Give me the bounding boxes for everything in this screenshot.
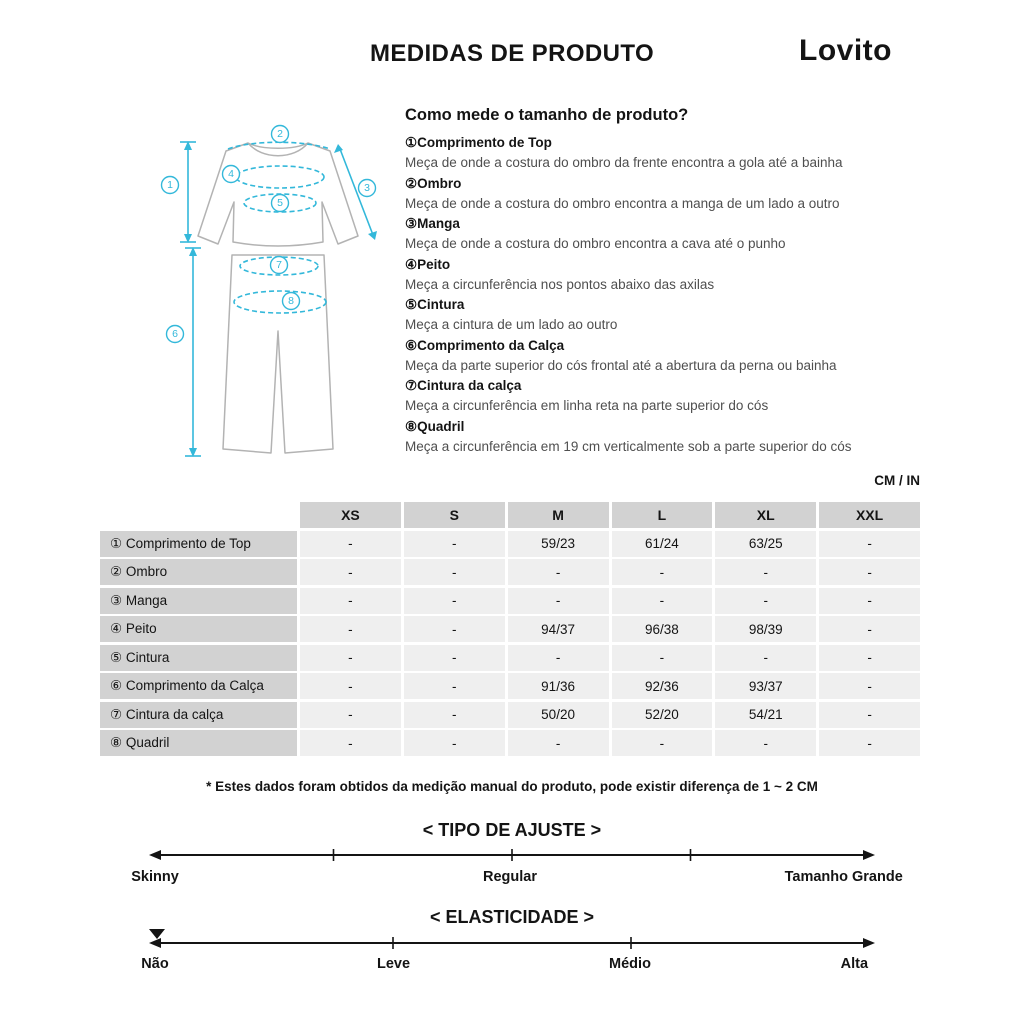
- guide-item-desc: Meça de onde a costura do ombro encontra a manga de um lado a outro: [405, 195, 840, 211]
- guide-item-title: [405, 174, 933, 194]
- guide-item-4: [405, 255, 933, 296]
- guide-item-title: [405, 295, 933, 315]
- table-cell: -: [819, 702, 920, 728]
- table-cell: -: [404, 730, 505, 756]
- row-label-5: ⑤ Cintura: [100, 645, 297, 671]
- table-cell: -: [715, 559, 816, 585]
- elasticity-scale-line: [147, 929, 877, 951]
- unit-label: CM / IN: [874, 473, 920, 488]
- col-header-4: L: [612, 502, 713, 528]
- ela-labels-label-4: Alta: [840, 956, 869, 972]
- table-cell: -: [819, 588, 920, 614]
- table-cell: -: [819, 730, 920, 756]
- guide-item-desc: Meça de onde a costura do ombro encontra a cava até o punho: [405, 236, 786, 251]
- table-cell: 98/39: [715, 616, 816, 642]
- guide-item-title: [405, 417, 933, 437]
- guide-item-title: [405, 336, 933, 356]
- row-label-1: ① Comprimento de Top: [100, 531, 297, 557]
- table-cell: -: [508, 645, 609, 671]
- table-corner: [100, 502, 297, 528]
- guide-item-number: ⑧: [405, 418, 418, 434]
- marker-6: [167, 326, 184, 343]
- table-cell: -: [300, 616, 401, 642]
- measure-guide-list: [405, 133, 933, 457]
- table-cell: 94/37: [508, 616, 609, 642]
- guide-item-desc: Meça a circunferência nos pontos abaixo das axilas: [405, 276, 715, 292]
- guide-item-number: ①: [405, 135, 418, 150]
- table-cell: -: [300, 702, 401, 728]
- brand-logo: Lovito: [799, 34, 892, 67]
- col-header-1: XS: [300, 502, 401, 528]
- guide-item-number: ⑦: [405, 378, 418, 393]
- svg-text:6: 6: [172, 328, 178, 340]
- measure-guide: [405, 106, 933, 457]
- row-label-8: ⑧ Quadril: [100, 730, 297, 756]
- guide-item-label: Comprimento de Top: [417, 135, 552, 150]
- guide-item-label: Peito: [417, 256, 451, 272]
- guide-item-3: [405, 214, 933, 255]
- row-label-6: ⑥ Comprimento da Calça: [100, 673, 297, 699]
- row-label-7: ⑦ Cintura da calça: [100, 702, 297, 728]
- table-cell: 52/20: [612, 702, 713, 728]
- guide-item-label: Ombro: [417, 175, 462, 191]
- guide-item-desc: Meça de onde a costura do ombro da frente encontra a gola até a bainha: [405, 155, 843, 170]
- table-cell: -: [404, 559, 505, 585]
- table-cell: -: [404, 588, 505, 614]
- guide-item-label: Quadril: [417, 418, 465, 434]
- table-cell: -: [300, 673, 401, 699]
- guide-item-number: ⑤: [405, 297, 418, 312]
- marker-1: [162, 177, 179, 194]
- table-cell: -: [300, 588, 401, 614]
- guide-item-title: [405, 376, 933, 396]
- ela-labels-label-1: Não: [141, 956, 169, 972]
- ela-labels-label-2: Leve: [377, 956, 411, 972]
- guide-item-desc: Meça a circunferência em 19 cm verticalmente sob a parte superior do cós: [405, 438, 852, 454]
- table-cell: -: [612, 730, 713, 756]
- table-cell: -: [404, 645, 505, 671]
- marker-4: [223, 166, 240, 183]
- table-cell: -: [300, 559, 401, 585]
- table-cell: -: [819, 673, 920, 699]
- guide-item-title: [405, 214, 933, 234]
- guide-item-desc: Meça a circunferência em linha reta na parte superior do cós: [405, 398, 769, 413]
- guide-item-number: ②: [405, 175, 418, 191]
- table-cell: -: [612, 645, 713, 671]
- measure-annotations: [180, 141, 377, 457]
- fit-scale-labels: [131, 869, 903, 889]
- fit-labels-label-1: Skinny: [131, 869, 179, 885]
- pants-length-arrow: [185, 247, 201, 457]
- table-cell: 54/21: [715, 702, 816, 728]
- guide-item-7: [405, 376, 933, 417]
- table-cell: -: [300, 531, 401, 557]
- garment-diagram: [130, 103, 420, 473]
- guide-item-label: Comprimento da Calça: [417, 337, 565, 353]
- table-cell: 63/25: [715, 531, 816, 557]
- table-cell: -: [715, 645, 816, 671]
- guide-item-number: ④: [405, 256, 418, 272]
- col-header-2: S: [404, 502, 505, 528]
- table-cell: -: [612, 588, 713, 614]
- footnote: * Estes dados foram obtidos da medição manual do produto, pode existir diferença de 1 ~ 2 CM: [206, 779, 818, 794]
- table-cell: 91/36: [508, 673, 609, 699]
- guide-item-desc: Meça da parte superior do cós frontal até a abertura da perna ou bainha: [405, 357, 837, 373]
- table-cell: -: [404, 702, 505, 728]
- top-length-arrow: [180, 141, 196, 243]
- marker-8: [283, 293, 300, 310]
- col-header-3: M: [508, 502, 609, 528]
- elasticity-marker: [149, 929, 165, 939]
- table-cell: -: [819, 645, 920, 671]
- pants-outline: [223, 255, 333, 453]
- svg-text:4: 4: [228, 168, 234, 180]
- row-label-2: ② Ombro: [100, 559, 297, 585]
- svg-text:2: 2: [277, 128, 283, 140]
- guide-item-number: ⑥: [405, 337, 418, 353]
- table-cell: 96/38: [612, 616, 713, 642]
- row-label-3: ③ Manga: [100, 588, 297, 614]
- guide-item-desc: Meça a cintura de um lado ao outro: [405, 317, 618, 332]
- guide-item-label: Cintura da calça: [417, 378, 522, 393]
- table-cell: 59/23: [508, 531, 609, 557]
- table-cell: -: [612, 559, 713, 585]
- fit-labels-label-3: Tamanho Grande: [784, 869, 903, 885]
- table-cell: -: [819, 616, 920, 642]
- marker-5: [272, 195, 289, 212]
- garment-outline: [198, 143, 358, 453]
- neckline: [248, 143, 308, 156]
- guide-item-label: Cintura: [417, 297, 465, 312]
- table-cell: 93/37: [715, 673, 816, 699]
- elasticity-scale-labels: [141, 956, 869, 976]
- col-header-6: XXL: [819, 502, 920, 528]
- size-table: [100, 502, 920, 756]
- guide-heading: Como mede o tamanho de produto?: [405, 106, 689, 124]
- table-cell: -: [819, 531, 920, 557]
- table-cell: -: [715, 588, 816, 614]
- guide-item-2: [405, 174, 933, 215]
- chest-ellipse: [236, 166, 324, 188]
- fit-scale-title: < TIPO DE AJUSTE >: [422, 820, 602, 840]
- guide-item-number: ③: [405, 216, 418, 231]
- table-cell: -: [404, 616, 505, 642]
- guide-item-label: Manga: [417, 216, 460, 231]
- ela-labels-label-3: Médio: [609, 956, 651, 972]
- fit-labels-label-2: Regular: [483, 869, 537, 885]
- marker-3: [359, 180, 376, 197]
- svg-text:5: 5: [277, 197, 283, 209]
- table-cell: -: [508, 588, 609, 614]
- right-arrow-icon: [863, 850, 875, 860]
- col-header-5: XL: [715, 502, 816, 528]
- table-cell: -: [819, 559, 920, 585]
- guide-item-title: [405, 255, 933, 275]
- svg-text:1: 1: [167, 179, 173, 191]
- guide-item-title: [405, 133, 933, 153]
- table-cell: 61/24: [612, 531, 713, 557]
- guide-item-8: [405, 417, 933, 458]
- svg-text:3: 3: [364, 182, 370, 194]
- page-title: MEDIDAS DE PRODUTO: [369, 40, 655, 67]
- table-cell: -: [300, 730, 401, 756]
- right-arrow-icon: [863, 938, 875, 948]
- table-cell: -: [508, 730, 609, 756]
- table-cell: -: [300, 645, 401, 671]
- table-cell: -: [404, 673, 505, 699]
- guide-item-1: [405, 133, 933, 174]
- hip-ellipse: [234, 291, 326, 313]
- table-cell: -: [404, 531, 505, 557]
- table-cell: 92/36: [612, 673, 713, 699]
- guide-item-5: [405, 295, 933, 336]
- guide-item-6: [405, 336, 933, 377]
- svg-text:7: 7: [276, 259, 282, 271]
- fit-scale-line: [147, 846, 877, 864]
- table-cell: -: [508, 559, 609, 585]
- svg-text:8: 8: [288, 295, 294, 307]
- marker-7: [271, 257, 288, 274]
- table-cell: 50/20: [508, 702, 609, 728]
- table-cell: -: [715, 730, 816, 756]
- row-label-4: ④ Peito: [100, 616, 297, 642]
- elasticity-scale-title: < ELASTICIDADE >: [429, 907, 595, 927]
- marker-2: [272, 126, 289, 143]
